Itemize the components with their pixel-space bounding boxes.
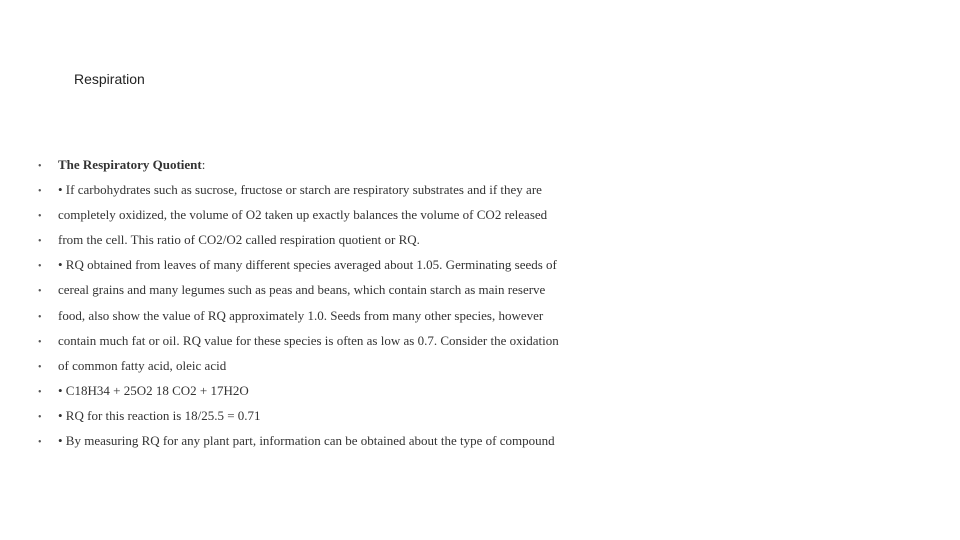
bullet-list xyxy=(38,157,559,458)
bullet-icon: • xyxy=(38,211,42,223)
bullet-icon: • xyxy=(38,286,42,298)
bullet-item xyxy=(38,207,559,232)
bullet-item xyxy=(38,157,559,182)
bullet-item xyxy=(38,408,559,433)
bullet-text: of common fatty acid, oleic acid xyxy=(58,357,227,373)
slide-title: Respiration xyxy=(74,71,145,87)
bullet-icon: • xyxy=(38,411,42,423)
bullet-item xyxy=(38,358,559,383)
bullet-item xyxy=(38,257,559,282)
bullet-item xyxy=(38,282,559,307)
bullet-text: • By measuring RQ for any plant part, information can be obtained about the type of compound xyxy=(58,433,555,449)
bullet-lead: The Respiratory Quotient xyxy=(58,157,202,172)
bullet-text: contain much fat or oil. RQ value for these species is often as low as 0.7. Consider the oxidation xyxy=(58,332,559,348)
bullet-item xyxy=(38,333,559,358)
bullet-icon: • xyxy=(38,236,42,248)
bullet-text: food, also show the value of RQ approximately 1.0. Seeds from many other species, however xyxy=(58,307,544,323)
bullet-text: from the cell. This ratio of CO2/O2 called respiration quotient or RQ. xyxy=(58,232,420,248)
bullet-item xyxy=(38,182,559,207)
bullet-icon: • xyxy=(38,161,42,172)
bullet-icon: • xyxy=(38,386,42,398)
bullet-text: • RQ for this reaction is 18/25.5 = 0.71 xyxy=(58,407,261,423)
bullet-icon: • xyxy=(38,311,42,323)
bullet-text: cereal grains and many legumes such as peas and beans, which contain starch as main reserve xyxy=(58,282,546,298)
bullet-icon: • xyxy=(38,186,42,198)
bullet-item xyxy=(38,383,559,408)
bullet-text: completely oxidized, the volume of O2 taken up exactly balances the volume of CO2 released xyxy=(58,207,548,223)
bullet-item xyxy=(38,433,559,458)
bullet-icon: • xyxy=(38,437,42,449)
bullet-text: : xyxy=(201,157,206,172)
bullet-text: • If carbohydrates such as sucrose, fructose or starch are respiratory substrates and if they are xyxy=(58,182,542,198)
bullet-icon: • xyxy=(38,361,42,373)
bullet-text: • C18H34 + 25O2 18 CO2 + 17H2O xyxy=(58,382,249,398)
bullet-text: • RQ obtained from leaves of many different species averaged about 1.05. Germinating seeds of xyxy=(58,257,557,273)
bullet-icon: • xyxy=(38,336,42,348)
bullet-icon: • xyxy=(38,261,42,273)
bullet-item xyxy=(38,308,559,333)
bullet-item xyxy=(38,232,559,257)
